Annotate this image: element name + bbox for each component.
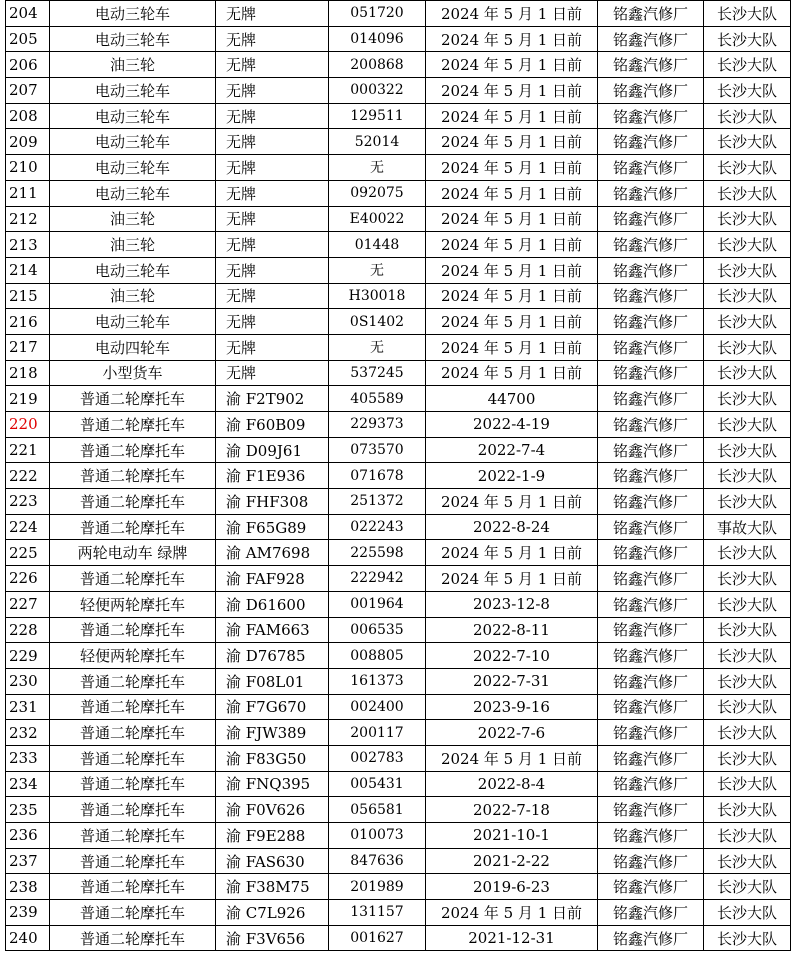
table-row	[6, 694, 791, 720]
plate-cell: 无牌	[216, 206, 329, 232]
vehicle-type-cell: 电动三轮车	[50, 103, 216, 129]
garage-cell: 铭鑫汽修厂	[598, 412, 704, 438]
frame-number-cell: 002400	[329, 694, 426, 720]
table-row	[6, 206, 791, 232]
row-number-cell: 206	[6, 52, 50, 78]
date-cell: 2022-7-18	[426, 797, 598, 823]
date-cell: 2024 年 5 月 1 日前	[426, 334, 598, 360]
date-cell: 2024 年 5 月 1 日前	[426, 489, 598, 515]
vehicle-type-cell: 电动三轮车	[50, 26, 216, 52]
frame-number-cell: 022243	[329, 514, 426, 540]
date-cell: 2024 年 5 月 1 日前	[426, 52, 598, 78]
garage-cell: 铭鑫汽修厂	[598, 848, 704, 874]
frame-number-cell: 0S1402	[329, 309, 426, 335]
plate-cell: 无牌	[216, 52, 329, 78]
vehicle-type-cell: 电动三轮车	[50, 129, 216, 155]
frame-number-cell: 161373	[329, 668, 426, 694]
frame-number-cell: 847636	[329, 848, 426, 874]
unit-cell: 长沙大队	[704, 180, 791, 206]
unit-cell: 长沙大队	[704, 643, 791, 669]
unit-cell: 长沙大队	[704, 566, 791, 592]
unit-cell: 长沙大队	[704, 129, 791, 155]
unit-cell: 长沙大队	[704, 745, 791, 771]
vehicle-type-cell: 轻便两轮摩托车	[50, 643, 216, 669]
frame-number-cell: 051720	[329, 1, 426, 27]
vehicle-type-cell: 普通二轮摩托车	[50, 900, 216, 926]
garage-cell: 铭鑫汽修厂	[598, 180, 704, 206]
row-number-cell: 237	[6, 848, 50, 874]
date-cell: 2023-9-16	[426, 694, 598, 720]
frame-number-cell: 537245	[329, 360, 426, 386]
row-number-cell: 214	[6, 257, 50, 283]
date-cell: 2024 年 5 月 1 日前	[426, 283, 598, 309]
garage-cell: 铭鑫汽修厂	[598, 694, 704, 720]
frame-number-cell: H30018	[329, 283, 426, 309]
vehicle-type-cell: 电动三轮车	[50, 257, 216, 283]
garage-cell: 铭鑫汽修厂	[598, 771, 704, 797]
table-row	[6, 129, 791, 155]
table-row	[6, 617, 791, 643]
table-row	[6, 103, 791, 129]
frame-number-cell: 无	[329, 155, 426, 181]
plate-cell: 渝 FHF308	[216, 489, 329, 515]
garage-cell: 铭鑫汽修厂	[598, 900, 704, 926]
garage-cell: 铭鑫汽修厂	[598, 257, 704, 283]
date-cell: 2024 年 5 月 1 日前	[426, 566, 598, 592]
row-number-cell: 213	[6, 232, 50, 258]
row-number-cell: 217	[6, 334, 50, 360]
date-cell: 2024 年 5 月 1 日前	[426, 155, 598, 181]
date-cell: 2024 年 5 月 1 日前	[426, 129, 598, 155]
plate-cell: 无牌	[216, 334, 329, 360]
date-cell: 2023-12-8	[426, 591, 598, 617]
unit-cell: 长沙大队	[704, 206, 791, 232]
row-number-cell: 226	[6, 566, 50, 592]
table-row	[6, 925, 791, 951]
table-row	[6, 643, 791, 669]
plate-cell: 渝 F65G89	[216, 514, 329, 540]
plate-cell: 无牌	[216, 26, 329, 52]
frame-number-cell: 131157	[329, 900, 426, 926]
frame-number-cell: 014096	[329, 26, 426, 52]
vehicle-type-cell: 普通二轮摩托车	[50, 617, 216, 643]
table-row	[6, 489, 791, 515]
plate-cell: 渝 FJW389	[216, 720, 329, 746]
garage-cell: 铭鑫汽修厂	[598, 874, 704, 900]
frame-number-cell: 000322	[329, 78, 426, 104]
unit-cell: 长沙大队	[704, 334, 791, 360]
row-number-cell: 227	[6, 591, 50, 617]
unit-cell: 长沙大队	[704, 925, 791, 951]
date-cell: 2024 年 5 月 1 日前	[426, 257, 598, 283]
vehicle-type-cell: 普通二轮摩托车	[50, 797, 216, 823]
unit-cell: 长沙大队	[704, 720, 791, 746]
frame-number-cell: 092075	[329, 180, 426, 206]
frame-number-cell: 201989	[329, 874, 426, 900]
vehicle-type-cell: 小型货车	[50, 360, 216, 386]
garage-cell: 铭鑫汽修厂	[598, 52, 704, 78]
table-row	[6, 848, 791, 874]
date-cell: 2022-8-24	[426, 514, 598, 540]
plate-cell: 渝 D61600	[216, 591, 329, 617]
plate-cell: 渝 D76785	[216, 643, 329, 669]
plate-cell: 渝 C7L926	[216, 900, 329, 926]
garage-cell: 铭鑫汽修厂	[598, 823, 704, 849]
plate-cell: 无牌	[216, 103, 329, 129]
garage-cell: 铭鑫汽修厂	[598, 206, 704, 232]
frame-number-cell: 无	[329, 334, 426, 360]
garage-cell: 铭鑫汽修厂	[598, 591, 704, 617]
table-row	[6, 591, 791, 617]
table-row	[6, 900, 791, 926]
garage-cell: 铭鑫汽修厂	[598, 925, 704, 951]
row-number-cell: 233	[6, 745, 50, 771]
table-row	[6, 52, 791, 78]
table-row	[6, 745, 791, 771]
table-row	[6, 78, 791, 104]
vehicle-type-cell: 普通二轮摩托车	[50, 823, 216, 849]
garage-cell: 铭鑫汽修厂	[598, 437, 704, 463]
frame-number-cell: 001627	[329, 925, 426, 951]
garage-cell: 铭鑫汽修厂	[598, 309, 704, 335]
vehicle-type-cell: 电动三轮车	[50, 1, 216, 27]
row-number-cell: 234	[6, 771, 50, 797]
table-row	[6, 797, 791, 823]
table-row	[6, 412, 791, 438]
unit-cell: 长沙大队	[704, 103, 791, 129]
frame-number-cell: 01448	[329, 232, 426, 258]
garage-cell: 铭鑫汽修厂	[598, 129, 704, 155]
date-cell: 2024 年 5 月 1 日前	[426, 900, 598, 926]
row-number-cell: 211	[6, 180, 50, 206]
row-number-cell: 204	[6, 1, 50, 27]
garage-cell: 铭鑫汽修厂	[598, 617, 704, 643]
table-row	[6, 720, 791, 746]
plate-cell: 无牌	[216, 257, 329, 283]
unit-cell: 长沙大队	[704, 591, 791, 617]
plate-cell: 渝 F2T902	[216, 386, 329, 412]
row-number-cell: 215	[6, 283, 50, 309]
row-number-cell: 224	[6, 514, 50, 540]
date-cell: 2021-10-1	[426, 823, 598, 849]
table-row	[6, 309, 791, 335]
unit-cell: 长沙大队	[704, 848, 791, 874]
table-row	[6, 180, 791, 206]
garage-cell: 铭鑫汽修厂	[598, 283, 704, 309]
date-cell: 2021-12-31	[426, 925, 598, 951]
row-number-cell: 205	[6, 26, 50, 52]
date-cell: 2022-8-11	[426, 617, 598, 643]
date-cell: 2024 年 5 月 1 日前	[426, 103, 598, 129]
garage-cell: 铭鑫汽修厂	[598, 463, 704, 489]
row-number-cell: 238	[6, 874, 50, 900]
unit-cell: 长沙大队	[704, 232, 791, 258]
row-number-cell: 221	[6, 437, 50, 463]
date-cell: 2022-7-4	[426, 437, 598, 463]
frame-number-cell: 无	[329, 257, 426, 283]
date-cell: 2021-2-22	[426, 848, 598, 874]
vehicle-type-cell: 普通二轮摩托车	[50, 437, 216, 463]
unit-cell: 长沙大队	[704, 900, 791, 926]
vehicle-type-cell: 电动三轮车	[50, 155, 216, 181]
table-row	[6, 540, 791, 566]
unit-cell: 长沙大队	[704, 874, 791, 900]
vehicle-type-cell: 普通二轮摩托车	[50, 386, 216, 412]
garage-cell: 铭鑫汽修厂	[598, 1, 704, 27]
vehicle-type-cell: 油三轮	[50, 283, 216, 309]
vehicle-type-cell: 普通二轮摩托车	[50, 848, 216, 874]
frame-number-cell: 200117	[329, 720, 426, 746]
plate-cell: 无牌	[216, 309, 329, 335]
garage-cell: 铭鑫汽修厂	[598, 514, 704, 540]
date-cell: 2022-1-9	[426, 463, 598, 489]
date-cell: 2022-7-6	[426, 720, 598, 746]
row-number-cell: 212	[6, 206, 50, 232]
vehicle-type-cell: 普通二轮摩托车	[50, 925, 216, 951]
unit-cell: 长沙大队	[704, 1, 791, 27]
table-row	[6, 334, 791, 360]
vehicle-type-cell: 电动三轮车	[50, 78, 216, 104]
table-row	[6, 668, 791, 694]
table-row	[6, 26, 791, 52]
date-cell: 2024 年 5 月 1 日前	[426, 232, 598, 258]
plate-cell: 无牌	[216, 129, 329, 155]
table-row	[6, 386, 791, 412]
row-number-cell: 216	[6, 309, 50, 335]
garage-cell: 铭鑫汽修厂	[598, 566, 704, 592]
garage-cell: 铭鑫汽修厂	[598, 334, 704, 360]
vehicle-type-cell: 电动四轮车	[50, 334, 216, 360]
vehicle-type-cell: 普通二轮摩托车	[50, 489, 216, 515]
plate-cell: 渝 FAM663	[216, 617, 329, 643]
plate-cell: 渝 F1E936	[216, 463, 329, 489]
unit-cell: 长沙大队	[704, 617, 791, 643]
row-number-cell: 218	[6, 360, 50, 386]
frame-number-cell: 056581	[329, 797, 426, 823]
vehicle-type-cell: 普通二轮摩托车	[50, 694, 216, 720]
plate-cell: 无牌	[216, 232, 329, 258]
frame-number-cell: 008805	[329, 643, 426, 669]
date-cell: 2022-4-19	[426, 412, 598, 438]
frame-number-cell: 002783	[329, 745, 426, 771]
table-row	[6, 155, 791, 181]
table-row	[6, 360, 791, 386]
date-cell: 2024 年 5 月 1 日前	[426, 26, 598, 52]
frame-number-cell: 52014	[329, 129, 426, 155]
garage-cell: 铭鑫汽修厂	[598, 720, 704, 746]
frame-number-cell: 006535	[329, 617, 426, 643]
unit-cell: 长沙大队	[704, 463, 791, 489]
table-row	[6, 283, 791, 309]
garage-cell: 铭鑫汽修厂	[598, 489, 704, 515]
unit-cell: 长沙大队	[704, 283, 791, 309]
vehicle-type-cell: 普通二轮摩托车	[50, 745, 216, 771]
garage-cell: 铭鑫汽修厂	[598, 155, 704, 181]
table-row	[6, 823, 791, 849]
table-row	[6, 437, 791, 463]
unit-cell: 长沙大队	[704, 489, 791, 515]
row-number-cell: 209	[6, 129, 50, 155]
row-number-cell: 207	[6, 78, 50, 104]
plate-cell: 渝 FNQ395	[216, 771, 329, 797]
vehicle-type-cell: 两轮电动车 绿牌	[50, 540, 216, 566]
plate-cell: 渝 F60B09	[216, 412, 329, 438]
vehicle-type-cell: 油三轮	[50, 206, 216, 232]
garage-cell: 铭鑫汽修厂	[598, 103, 704, 129]
plate-cell: 无牌	[216, 1, 329, 27]
garage-cell: 铭鑫汽修厂	[598, 643, 704, 669]
frame-number-cell: 001964	[329, 591, 426, 617]
garage-cell: 铭鑫汽修厂	[598, 360, 704, 386]
plate-cell: 渝 F9E288	[216, 823, 329, 849]
date-cell: 2024 年 5 月 1 日前	[426, 1, 598, 27]
table-row	[6, 771, 791, 797]
date-cell: 2024 年 5 月 1 日前	[426, 78, 598, 104]
vehicle-type-cell: 普通二轮摩托车	[50, 668, 216, 694]
garage-cell: 铭鑫汽修厂	[598, 745, 704, 771]
garage-cell: 铭鑫汽修厂	[598, 386, 704, 412]
plate-cell: 无牌	[216, 180, 329, 206]
row-number-cell: 219	[6, 386, 50, 412]
vehicle-type-cell: 普通二轮摩托车	[50, 771, 216, 797]
unit-cell: 事故大队	[704, 514, 791, 540]
row-number-cell: 223	[6, 489, 50, 515]
plate-cell: 渝 AM7698	[216, 540, 329, 566]
plate-cell: 无牌	[216, 360, 329, 386]
unit-cell: 长沙大队	[704, 694, 791, 720]
row-number-cell: 220	[6, 412, 50, 438]
frame-number-cell: 251372	[329, 489, 426, 515]
vehicle-type-cell: 普通二轮摩托车	[50, 514, 216, 540]
frame-number-cell: 010073	[329, 823, 426, 849]
plate-cell: 渝 FAF928	[216, 566, 329, 592]
row-number-cell: 208	[6, 103, 50, 129]
unit-cell: 长沙大队	[704, 540, 791, 566]
row-number-cell: 230	[6, 668, 50, 694]
plate-cell: 渝 F3V656	[216, 925, 329, 951]
garage-cell: 铭鑫汽修厂	[598, 232, 704, 258]
unit-cell: 长沙大队	[704, 155, 791, 181]
unit-cell: 长沙大队	[704, 823, 791, 849]
table-body	[6, 1, 791, 951]
frame-number-cell: 071678	[329, 463, 426, 489]
vehicle-type-cell: 电动三轮车	[50, 180, 216, 206]
table-row	[6, 514, 791, 540]
unit-cell: 长沙大队	[704, 257, 791, 283]
date-cell: 2019-6-23	[426, 874, 598, 900]
row-number-cell: 222	[6, 463, 50, 489]
plate-cell: 无牌	[216, 78, 329, 104]
date-cell: 2022-8-4	[426, 771, 598, 797]
table-row	[6, 463, 791, 489]
vehicle-type-cell: 普通二轮摩托车	[50, 720, 216, 746]
vehicle-type-cell: 普通二轮摩托车	[50, 566, 216, 592]
plate-cell: 渝 F0V626	[216, 797, 329, 823]
garage-cell: 铭鑫汽修厂	[598, 668, 704, 694]
vehicle-table	[5, 0, 791, 951]
date-cell: 2022-7-31	[426, 668, 598, 694]
date-cell: 2022-7-10	[426, 643, 598, 669]
frame-number-cell: E40022	[329, 206, 426, 232]
frame-number-cell: 200868	[329, 52, 426, 78]
unit-cell: 长沙大队	[704, 412, 791, 438]
row-number-cell: 232	[6, 720, 50, 746]
unit-cell: 长沙大队	[704, 78, 791, 104]
vehicle-type-cell: 轻便两轮摩托车	[50, 591, 216, 617]
frame-number-cell: 405589	[329, 386, 426, 412]
row-number-cell: 225	[6, 540, 50, 566]
unit-cell: 长沙大队	[704, 797, 791, 823]
plate-cell: 渝 F83G50	[216, 745, 329, 771]
plate-cell: 渝 F08L01	[216, 668, 329, 694]
unit-cell: 长沙大队	[704, 309, 791, 335]
plate-cell: 无牌	[216, 155, 329, 181]
plate-cell: 渝 D09J61	[216, 437, 329, 463]
garage-cell: 铭鑫汽修厂	[598, 540, 704, 566]
vehicle-type-cell: 普通二轮摩托车	[50, 463, 216, 489]
date-cell: 2024 年 5 月 1 日前	[426, 540, 598, 566]
date-cell: 2024 年 5 月 1 日前	[426, 180, 598, 206]
date-cell: 2024 年 5 月 1 日前	[426, 745, 598, 771]
unit-cell: 长沙大队	[704, 26, 791, 52]
row-number-cell: 235	[6, 797, 50, 823]
frame-number-cell: 229373	[329, 412, 426, 438]
plate-cell: 渝 F38M75	[216, 874, 329, 900]
plate-cell: 无牌	[216, 283, 329, 309]
frame-number-cell: 073570	[329, 437, 426, 463]
date-cell: 2024 年 5 月 1 日前	[426, 360, 598, 386]
plate-cell: 渝 F7G670	[216, 694, 329, 720]
table-row	[6, 232, 791, 258]
garage-cell: 铭鑫汽修厂	[598, 26, 704, 52]
unit-cell: 长沙大队	[704, 52, 791, 78]
row-number-cell: 236	[6, 823, 50, 849]
row-number-cell: 228	[6, 617, 50, 643]
table-row	[6, 874, 791, 900]
row-number-cell: 240	[6, 925, 50, 951]
vehicle-type-cell: 普通二轮摩托车	[50, 874, 216, 900]
frame-number-cell: 005431	[329, 771, 426, 797]
date-cell: 2024 年 5 月 1 日前	[426, 206, 598, 232]
unit-cell: 长沙大队	[704, 360, 791, 386]
row-number-cell: 231	[6, 694, 50, 720]
garage-cell: 铭鑫汽修厂	[598, 797, 704, 823]
frame-number-cell: 225598	[329, 540, 426, 566]
table-row	[6, 566, 791, 592]
table-row	[6, 1, 791, 27]
unit-cell: 长沙大队	[704, 437, 791, 463]
row-number-cell: 210	[6, 155, 50, 181]
row-number-cell: 229	[6, 643, 50, 669]
frame-number-cell: 222942	[329, 566, 426, 592]
table-row	[6, 257, 791, 283]
plate-cell: 渝 FAS630	[216, 848, 329, 874]
date-cell: 44700	[426, 386, 598, 412]
garage-cell: 铭鑫汽修厂	[598, 78, 704, 104]
vehicle-type-cell: 油三轮	[50, 52, 216, 78]
unit-cell: 长沙大队	[704, 771, 791, 797]
vehicle-type-cell: 普通二轮摩托车	[50, 412, 216, 438]
unit-cell: 长沙大队	[704, 386, 791, 412]
row-number-cell: 239	[6, 900, 50, 926]
unit-cell: 长沙大队	[704, 668, 791, 694]
vehicle-type-cell: 电动三轮车	[50, 309, 216, 335]
frame-number-cell: 129511	[329, 103, 426, 129]
vehicle-type-cell: 油三轮	[50, 232, 216, 258]
date-cell: 2024 年 5 月 1 日前	[426, 309, 598, 335]
